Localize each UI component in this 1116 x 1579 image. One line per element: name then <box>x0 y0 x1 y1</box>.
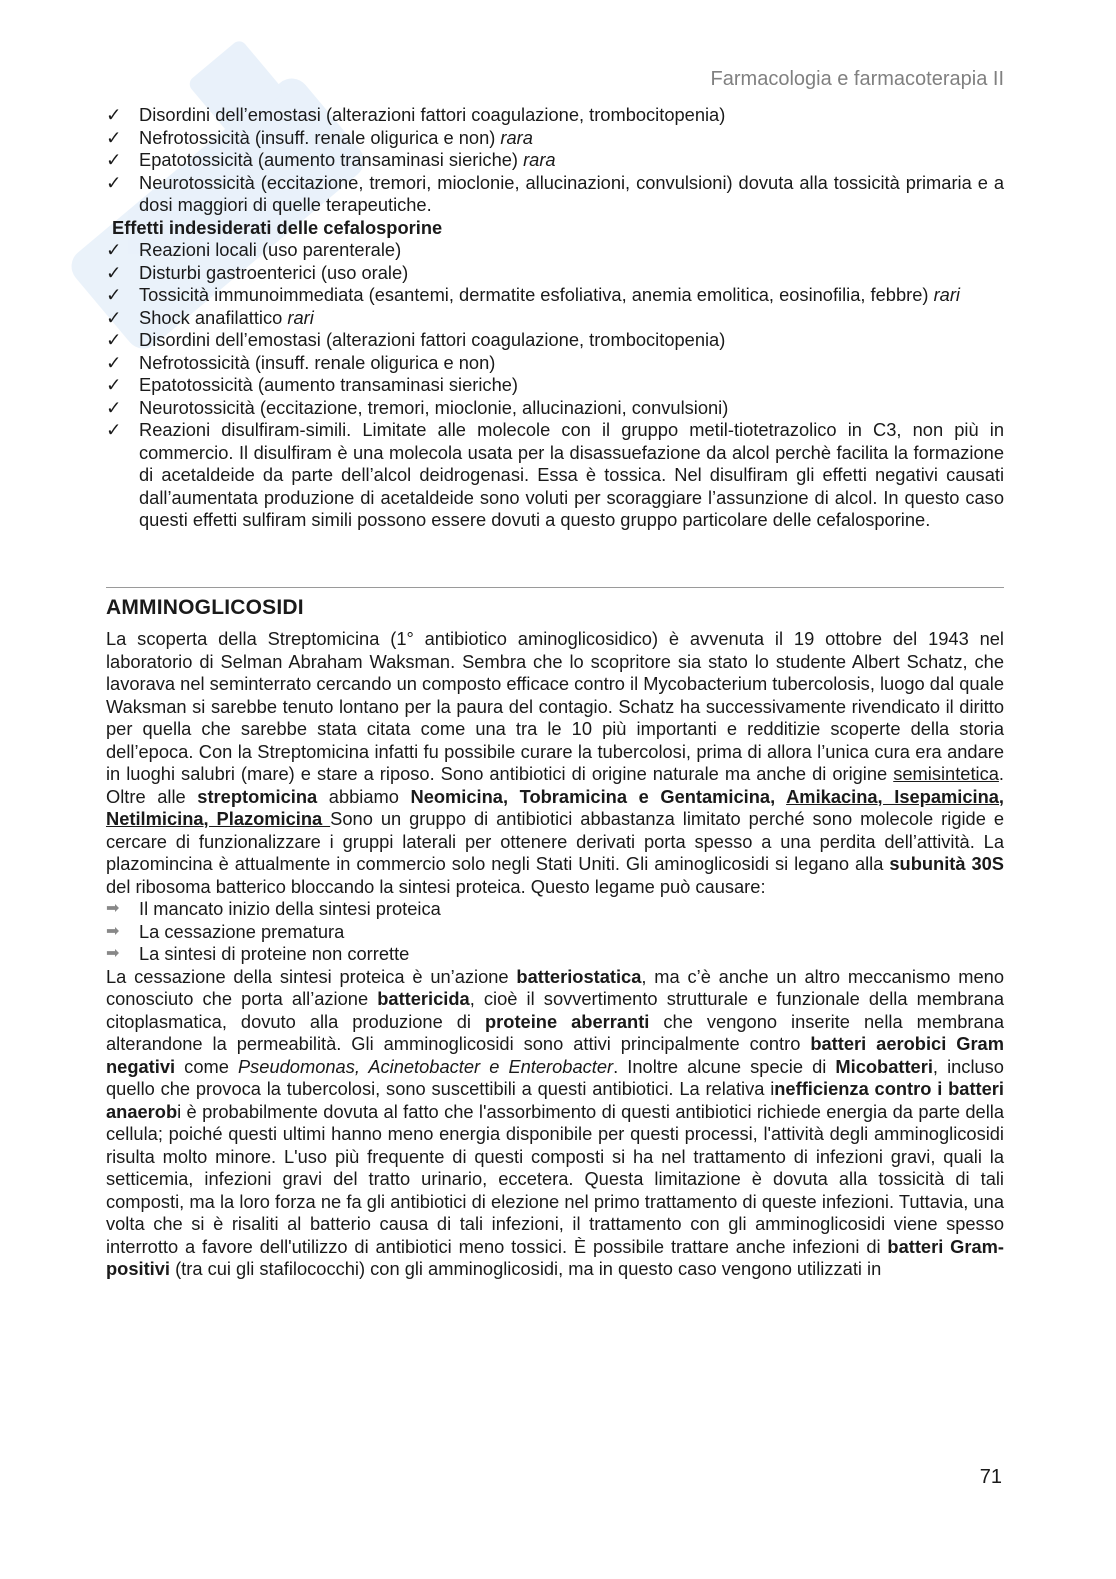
mechanism-paragraph: La cessazione della sintesi proteica è un’azione batteriostatica, ma c’è anche un altro meccanismo meno conosciuto che porta all’azione battericida, cioè il sovvertimento strutturale e funzionale della membrana citoplasmatica, dovuto alla produzione di proteine aberranti che vengono inserite nella membrana alterandone la permeabilità. Gli amminoglicosidi sono attivi principalmente contro batteri aerobici Gram negativi come Pseudomonas, Acinetobacter e Enterobacter. Inoltre alcune specie di Micobatteri, incluso quello che provoca la tubercolosi, sono suscettibili a questi antibiotici. La relativa inefficienza contro i batteri anaerobi è probabilmente dovuta al fatto che l'assorbimento di questi antibiotici richiede energia da parte della cellula; poiché questi ultimi hanno meno energia disponibile per questi processi, l'attività degli amminoglicosidi risulta molto minore. L'uso più frequente di questi composti si ha nel trattamento di infezioni gravi, quali la setticemia, infezioni gravi del tratto urinario, eccetera. Questa limitazione è dovuta alla tossicità di tali composti, ma la loro forza ne fa gli antibiotici di elezione nel primo trattamento di queste infezioni. Tuttavia, una volta che si è risaliti al batterio causa di tali infezioni, il trattamento con gli amminoglicosidi viene spesso interrotto a favore dell'utilizzo di antibiotici meno tossici. È possibile trattare anche infezioni di batteri Gram-positivi (tra cui gli stafilococchi) con gli amminoglicosidi, ma in questo caso vengono utilizzati in <box>106 965 1005 1279</box>
intro-paragraph: La scoperta della Streptomicina (1° antibiotico aminoglicosidico) è avvenuta il 19 ottobre del 1943 nel laboratorio di Selman Abraham Waksman. Sembra che lo scopritore sia stato lo studente Albert Schatz, che lavorava nel seminterrato cercando un composto efficace contro il Mycobacterium tubercolosis, luogo dal quale Waksman si sarebbe tenuto lontano per la paura del contagio. Schatz ha successivamente rivendicato il diritto per quella che sarebbe stata citata come una tra le 10 più importanti e redditizie scoperte della storia dell’epoca. Con la Streptomicina infatti fu possibile curare la tubercolosi, prima di allora l’unica cura era andare in luoghi salubri (mare) e stare a riposo. Sono antibiotici di origine naturale ma anche di origine semisintetica. Oltre alle streptomicina abbiamo Neomicina, Tobramicina e Gentamicina, Amikacina, Isepamicina, Netilmicina, Plazomicina Sono un gruppo di antibiotici abbastanza limitato perché sono molecole rigide e cercare di funzionalizzare i gruppi laterali per ottenere derivati porta spesso a una perdita dell’attività. La plazomincina è attualmente in commercio solo negli Stati Uniti. Gli aminoglicosidi si legano alla subunità 30S del ribosoma batterico bloccando la sintesi proteica. Questo legame può causare: <box>106 628 1005 897</box>
check-icon: ✓ <box>106 104 122 125</box>
list-item: ✓ Shock anafilattico rari <box>106 306 314 328</box>
check-icon: ✓ <box>106 351 122 373</box>
check-icon: ✓ <box>106 306 122 328</box>
subsection-heading: Effetti indesiderati delle cefalosporine <box>112 216 443 238</box>
list-item: ✓ Disturbi gastroenterici (uso orale) <box>106 261 409 283</box>
check-icon: ✓ <box>106 374 122 395</box>
list-item: ✓ Reazioni locali (uso parenterale) <box>106 239 402 260</box>
running-header: Farmacologia e farmacoterapia II <box>710 68 1004 90</box>
check-icon: ✓ <box>106 126 122 148</box>
check-icon: ✓ <box>106 284 122 305</box>
section-title: AMMINOGLICOSIDI <box>106 595 304 619</box>
section-divider <box>106 587 1004 588</box>
check-icon: ✓ <box>106 171 122 193</box>
list-item: ✓ Tossicità immunoimmediata (esantemi, dermatite esfoliativa, anemia emolitica, eosinofilia, febbre) rari <box>106 284 960 305</box>
adverse-effects-list <box>106 104 1004 217</box>
check-icon: ✓ <box>106 329 122 350</box>
list-item: ➡ La sintesi di proteine non corrette <box>106 943 410 964</box>
check-icon: ✓ <box>106 261 122 283</box>
list-item: ✓ Neurotossicità (eccitazione, tremori, mioclonie, allucinazioni, convulsioni) <box>106 396 729 418</box>
list-item: ✓ Neurotossicità (eccitazione, tremori, mioclonie, allucinazioni, convulsioni) dovuta alla tossicità primaria e a dosi maggiori di quelle terapeutiche. <box>106 171 1004 215</box>
list-item: ✓ Epatotossicità (aumento transaminasi sieriche) <box>106 374 518 395</box>
list-item: ✓ Nefrotossicità (insuff. renale oligurica e non) rara <box>106 126 533 148</box>
list-item: ✓ Nefrotossicità (insuff. renale oligurica e non) <box>106 351 496 373</box>
arrow-icon: ➡ <box>106 922 120 940</box>
check-icon: ✓ <box>106 239 122 260</box>
effects-arrow-list <box>106 898 1004 966</box>
arrow-icon: ➡ <box>106 900 120 917</box>
list-item: ✓ Disordini dell’emostasi (alterazioni fattori coagulazione, trombocitopenia) <box>106 104 726 125</box>
list-item: ✓ Epatotossicità (aumento transaminasi sieriche) rara <box>106 149 556 170</box>
check-icon: ✓ <box>106 396 122 418</box>
cephalosporin-effects-list <box>106 239 1004 532</box>
page-content <box>106 104 1004 1281</box>
list-item: ✓ Disordini dell’emostasi (alterazioni fattori coagulazione, trombocitopenia) <box>106 329 726 350</box>
check-icon: ✓ <box>106 419 122 440</box>
list-item: ➡ La cessazione prematura <box>106 920 345 942</box>
check-icon: ✓ <box>106 149 122 170</box>
arrow-icon: ➡ <box>106 945 120 962</box>
list-item: ✓ Reazioni disulfiram-simili. Limitate alle molecole con il gruppo metil-tiotetrazolico in C3, non più in commercio. Il disulfiram è una molecola usata per la disassuefazione da alcol perchè facilita la formazione di acetaldeide da parte dell’alcol deidrogenasi. Essa è tossica. Nel disulfiram gli effetti negativi causati dall’aumentata produzione di acetaldeide sono voluti per scoraggiare l’assunzione di alcol. In questo caso questi effetti sulfiram simili possono essere dovuti a questo gruppo particolare delle cefalosporine. <box>106 419 1004 530</box>
page-number: 71 <box>979 1466 1002 1488</box>
list-item: ➡ Il mancato inizio della sintesi proteica <box>106 898 441 919</box>
